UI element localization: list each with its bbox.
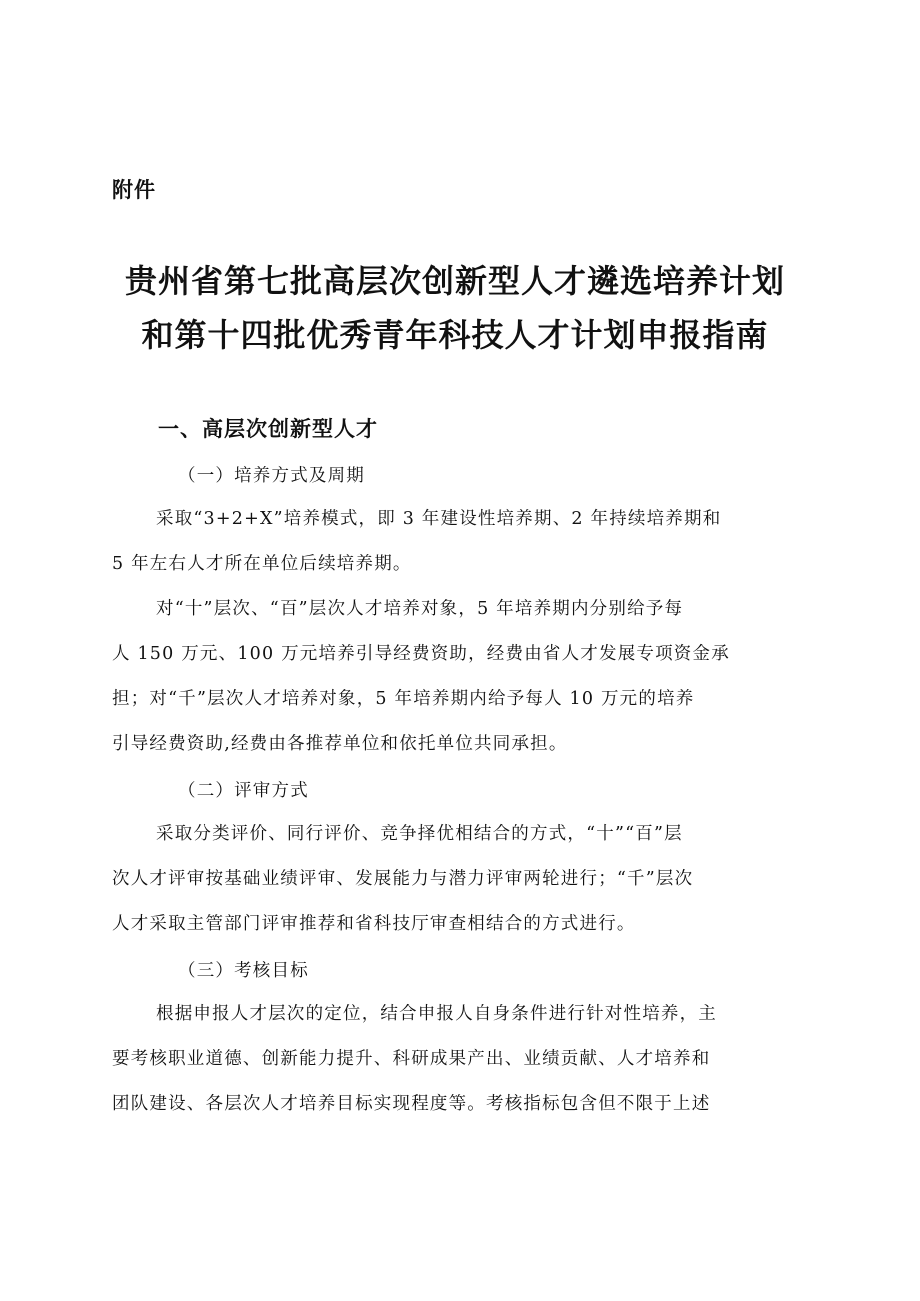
paragraph-line: 采取“3+2+X”培养模式，即 3 年建设性培养期、2 年持续培养期和 xyxy=(156,509,722,529)
paragraph-line: 对“十”层次、“百”层次人才培养对象，5 年培养期内分别给予每 xyxy=(156,599,684,619)
paragraph-assessment-goals xyxy=(112,992,800,1127)
paragraph-review-method xyxy=(112,812,800,947)
subsection-heading-3: （三）考核目标 xyxy=(178,961,309,981)
paragraph-line: 根据申报人才层次的定位，结合申报人自身条件进行针对性培养，主 xyxy=(156,1004,717,1024)
paragraph-line: 采取分类评价、同行评价、竞争择优相结合的方式，“十”“百”层 xyxy=(156,824,683,844)
attachment-label: 附件 xyxy=(112,178,156,202)
paragraph-line: 要考核职业道德、创新能力提升、科研成果产出、业绩贡献、人才培养和 xyxy=(112,1049,711,1069)
title-line-1: 贵州省第七批高层次创新型人才遴选培养计划 xyxy=(124,262,785,300)
paragraph-line: 5 年左右人才所在单位后续培养期。 xyxy=(112,554,412,574)
subsection-heading-1: （一）培养方式及周期 xyxy=(178,466,365,486)
paragraph-funding xyxy=(112,587,800,767)
paragraph-line: 引导经费资助,经费由各推荐单位和依托单位共同承担。 xyxy=(112,734,568,754)
paragraph-line: 人 150 万元、100 万元培养引导经费资助，经费由省人才发展专项资金承 xyxy=(112,644,730,664)
section-heading-1: 一、高层次创新型人才 xyxy=(158,417,378,441)
title-line-2: 和第十四批优秀青年科技人才计划申报指南 xyxy=(141,316,769,354)
subsection-heading-2: （二）评审方式 xyxy=(178,781,309,801)
paragraph-line: 人才采取主管部门评审推荐和省科技厅审查相结合的方式进行。 xyxy=(112,914,636,934)
paragraph-line: 团队建设、各层次人才培养目标实现程度等。考核指标包含但不限于上述 xyxy=(112,1094,711,1114)
paragraph-line: 次人才评审按基础业绩评审、发展能力与潜力评审两轮进行；“千”层次 xyxy=(112,869,694,889)
paragraph-training-mode xyxy=(112,497,800,587)
paragraph-line: 担；对“千”层次人才培养对象，5 年培养期内给予每人 10 万元的培养 xyxy=(112,689,695,709)
document-title xyxy=(0,254,910,362)
